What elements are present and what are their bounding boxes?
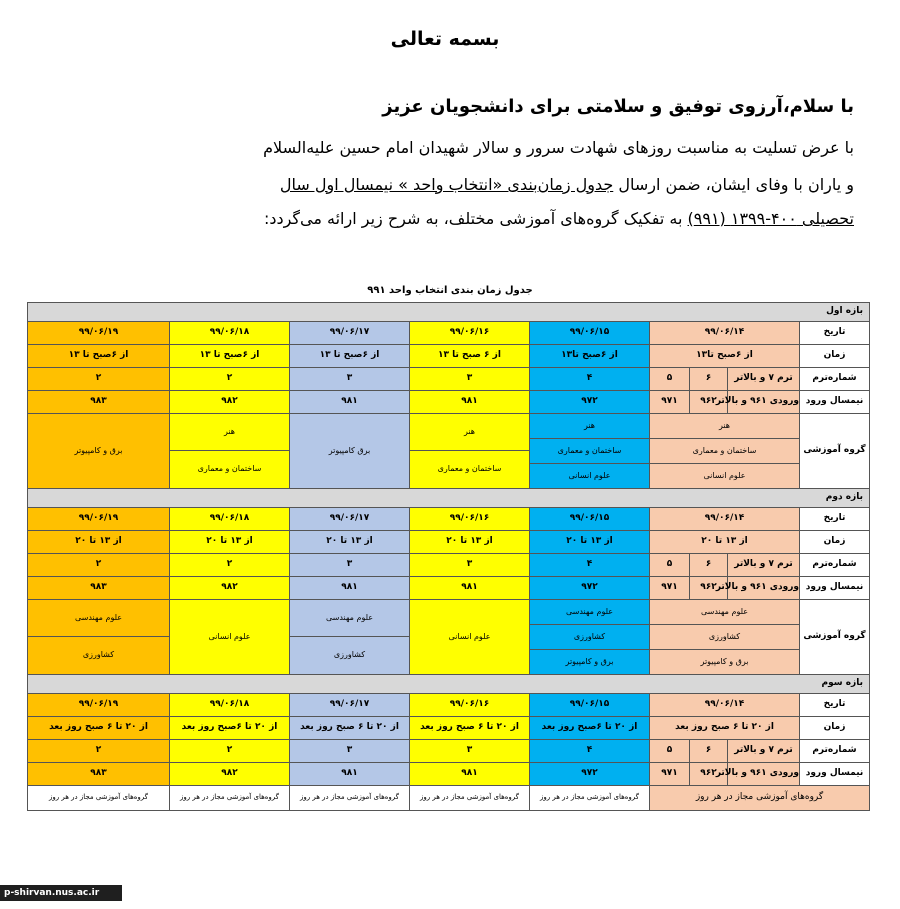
row-label-entry: نیمسال ورود [800,763,870,786]
term-cell: ۵ [650,368,690,391]
allowed-cell: گروه‌های آموزشی مجاز در هر روز [410,786,530,811]
time-cell: از ۶صبح تا ۱۳ [290,345,410,368]
group-cell: کشاورزی [28,637,170,675]
row-label-date: تاریخ [800,322,870,345]
entry-cell: ۹۸۱ [290,391,410,414]
allowed-cell: گروه‌های آموزشی مجاز در هر روز [170,786,290,811]
date-cell: ۹۹/۰۶/۱۷ [290,508,410,531]
entry-cell: ۹۷۱ [650,763,690,786]
time-row [28,531,870,554]
time-cell: از ۶صبح تا۱۳ [530,345,650,368]
entry-cell: ۹۸۳ [28,763,170,786]
group-cell: ساختمان و معماری [650,439,800,464]
term-row [28,740,870,763]
entry-cell: ۹۶۲ [690,577,728,600]
term-cell: ۲ [170,554,290,577]
intro-line-3-underlined: تحصیلی ۴۰۰-۱۳۹۹ (۹۹۱) [687,209,854,228]
group-cell: هنر [650,414,800,439]
row-label-date: تاریخ [800,508,870,531]
entry-cell: ۹۸۱ [290,763,410,786]
row-label-time: زمان [800,531,870,554]
date-cell: ۹۹/۰۶/۱۶ [410,694,530,717]
group-cell: علوم انسانی [650,464,800,489]
row-label-term: شماره‌ترم [800,554,870,577]
entry-cell: ۹۸۳ [28,577,170,600]
intro-line-3-end: به تفکیک گروه‌های آموزشی مختلف، به شرح زیر ارائه می‌گردد: [263,209,688,228]
group-cell: کشاورزی [290,637,410,675]
row-label-entry: نیمسال ورود [800,391,870,414]
entry-cell: ۹۶۲ [690,763,728,786]
period-band-row [28,303,870,322]
allowed-cell: گروه‌های آموزشی مجاز در هر روز [290,786,410,811]
entry-cell: ۹۸۲ [170,577,290,600]
row-label-entry: نیمسال ورود [800,577,870,600]
date-cell: ۹۹/۰۶/۱۴ [650,322,800,345]
time-cell: از ۶صبح تا ۱۳ [170,345,290,368]
intro-line-2 [280,175,854,194]
term-row [28,368,870,391]
entry-cell: ۹۷۱ [650,391,690,414]
term-cell: ۶ [690,368,728,391]
date-row [28,694,870,717]
term-cell: ۳ [290,554,410,577]
time-cell: از ۱۳ تا ۲۰ [650,531,800,554]
group-cell: کشاورزی [530,625,650,650]
period-band-row [28,675,870,694]
intro-line-2-underlined: جدول زمان‌بندی «انتخاب واحد » نیمسال اول سال [279,175,614,194]
group-cell: علوم مهندسی [290,600,410,637]
date-cell: ۹۹/۰۶/۱۴ [650,508,800,531]
time-cell: از ۶صبح تا۱۳ [650,345,800,368]
group-cell: هنر [530,414,650,439]
group-cell: هنر [410,414,530,451]
term-cell: ۳ [290,740,410,763]
allowed-cell: گروه‌های آموزشی مجاز در هر روز [530,786,650,811]
date-cell: ۹۹/۰۶/۱۸ [170,694,290,717]
time-cell: از ۱۳ تا ۲۰ [290,531,410,554]
row-label-date: تاریخ [800,694,870,717]
allowed-row [28,786,870,811]
group-cell: برق کامپیوتر [290,414,410,489]
term-cell: ۳ [410,740,530,763]
time-cell: از ۶ صبح تا ۱۳ [410,345,530,368]
term-cell: ۴ [530,740,650,763]
term-cell: ۴ [530,368,650,391]
term-cell: ۲ [28,740,170,763]
date-row [28,508,870,531]
group-cell: ساختمان و معماری [530,439,650,464]
period-band-row [28,489,870,508]
term-cell: ۳ [290,368,410,391]
period-title: بازه دوم [28,489,870,508]
date-cell: ۹۹/۰۶/۱۵ [530,508,650,531]
time-cell: از ۲۰ تا ۶ صبح روز بعد [290,717,410,740]
time-cell: از ۲۰ تا ۶صبح روز بعد [170,717,290,740]
group-cell: علوم مهندسی [28,600,170,637]
term-cell: ۶ [690,554,728,577]
group-cell: هنر [170,414,290,451]
row-label-time: زمان [800,717,870,740]
term-cell: ترم ۷ و بالاتر [728,554,800,577]
site-watermark: p-shirvan.nus.ac.ir [0,885,122,901]
date-cell: ۹۹/۰۶/۱۴ [650,694,800,717]
term-cell: ترم ۷ و بالاتر [728,368,800,391]
entry-cell: ۹۸۲ [170,763,290,786]
time-cell: از ۱۳ تا ۲۰ [28,531,170,554]
term-cell: ۵ [650,554,690,577]
entry-cell: ۹۷۲ [530,577,650,600]
date-cell: ۹۹/۰۶/۱۹ [28,508,170,531]
row-label-term: شماره‌ترم [800,740,870,763]
group-cell: علوم انسانی [170,600,290,675]
date-cell: ۹۹/۰۶/۱۶ [410,322,530,345]
term-cell: ۳ [410,368,530,391]
group-cell: علوم انسانی [530,464,650,489]
term-cell: ۳ [410,554,530,577]
entry-cell: ۹۸۲ [170,391,290,414]
row-label-time: زمان [800,345,870,368]
entry-row [28,391,870,414]
time-cell: از ۱۳ تا ۲۰ [410,531,530,554]
time-cell: از ۲۰ تا ۶ صبح روز بعد [28,717,170,740]
date-cell: ۹۹/۰۶/۱۷ [290,322,410,345]
date-cell: ۹۹/۰۶/۱۵ [530,322,650,345]
term-cell: ۲ [170,740,290,763]
period-title: بازه سوم [28,675,870,694]
term-cell: ۶ [690,740,728,763]
intro-line-2-start: و یاران با وفای ایشان، ضمن ارسال [613,175,854,194]
time-cell: از ۶صبح تا ۱۳ [28,345,170,368]
intro-line-3 [264,209,854,228]
group-cell: برق و کامپیوتر [530,650,650,675]
time-row [28,717,870,740]
group-cell: علوم مهندسی [530,600,650,625]
row-label-group: گروه آموزشی [800,600,870,675]
entry-cell: ۹۷۲ [530,763,650,786]
term-row [28,554,870,577]
entry-cell: ورودی ۹۶۱ و بالاتر [728,763,800,786]
date-cell: ۹۹/۰۶/۱۷ [290,694,410,717]
group-cell: ساختمان و معماری [170,451,290,489]
schedule-table [27,302,870,811]
entry-row [28,577,870,600]
page-title: بسمه تعالی [390,28,500,50]
entry-row [28,763,870,786]
time-cell: از ۱۳ تا ۲۰ [170,531,290,554]
entry-cell: ۹۷۱ [650,577,690,600]
time-cell: از ۲۰ تا ۶ صبح روز بعد [410,717,530,740]
time-cell: از ۱۳ تا ۲۰ [530,531,650,554]
date-cell: ۹۹/۰۶/۱۹ [28,694,170,717]
term-cell: ۴ [530,554,650,577]
allowed-cell: گروه‌های آموزشی مجاز در هر روز [28,786,170,811]
group-cell: برق و کامپیوتر [28,414,170,489]
term-cell: ۵ [650,740,690,763]
entry-cell: ۹۶۲ [690,391,728,414]
group-cell: برق و کامپیوتر [650,650,800,675]
time-row [28,345,870,368]
group-cell: علوم مهندسی [650,600,800,625]
date-cell: ۹۹/۰۶/۱۹ [28,322,170,345]
entry-cell: ۹۷۲ [530,391,650,414]
date-row [28,322,870,345]
date-cell: ۹۹/۰۶/۱۶ [410,508,530,531]
group-cell: ساختمان و معماری [410,451,530,489]
entry-cell: ۹۸۱ [410,391,530,414]
date-cell: ۹۹/۰۶/۱۸ [170,508,290,531]
date-cell: ۹۹/۰۶/۱۸ [170,322,290,345]
period-title: بازه اول [28,303,870,322]
entry-cell: ۹۸۱ [410,763,530,786]
group-cell: علوم انسانی [410,600,530,675]
group-cell: کشاورزی [650,625,800,650]
row-label-term: شماره‌ترم [800,368,870,391]
greeting-line: با سلام،آرزوی توفیق و سلامتی برای دانشجویان عزیز [382,96,854,117]
entry-cell: ۹۸۱ [410,577,530,600]
time-cell: از ۲۰ تا ۶ صبح روز بعد [650,717,800,740]
term-cell: ۲ [28,554,170,577]
entry-cell: ۹۸۳ [28,391,170,414]
entry-cell: ۹۸۱ [290,577,410,600]
term-cell: ۲ [28,368,170,391]
row-label-group: گروه آموزشی [800,414,870,489]
term-cell: ترم ۷ و بالاتر [728,740,800,763]
table-caption: جدول زمان بندی انتخاب واحد ۹۹۱ [367,285,533,296]
entry-cell: ورودی ۹۶۱ و بالاتر [728,577,800,600]
intro-line-1: با عرض تسلیت به مناسبت روزهای شهادت سرور و سالار شهیدان امام حسین علیه‌السلام [263,138,854,157]
term-cell: ۲ [170,368,290,391]
date-cell: ۹۹/۰۶/۱۵ [530,694,650,717]
time-cell: از ۲۰ تا ۶صبح روز بعد [530,717,650,740]
entry-cell: ورودی ۹۶۱ و بالاتر [728,391,800,414]
allowed-cell: گروه‌های آموزشی مجاز در هر روز [650,786,870,811]
